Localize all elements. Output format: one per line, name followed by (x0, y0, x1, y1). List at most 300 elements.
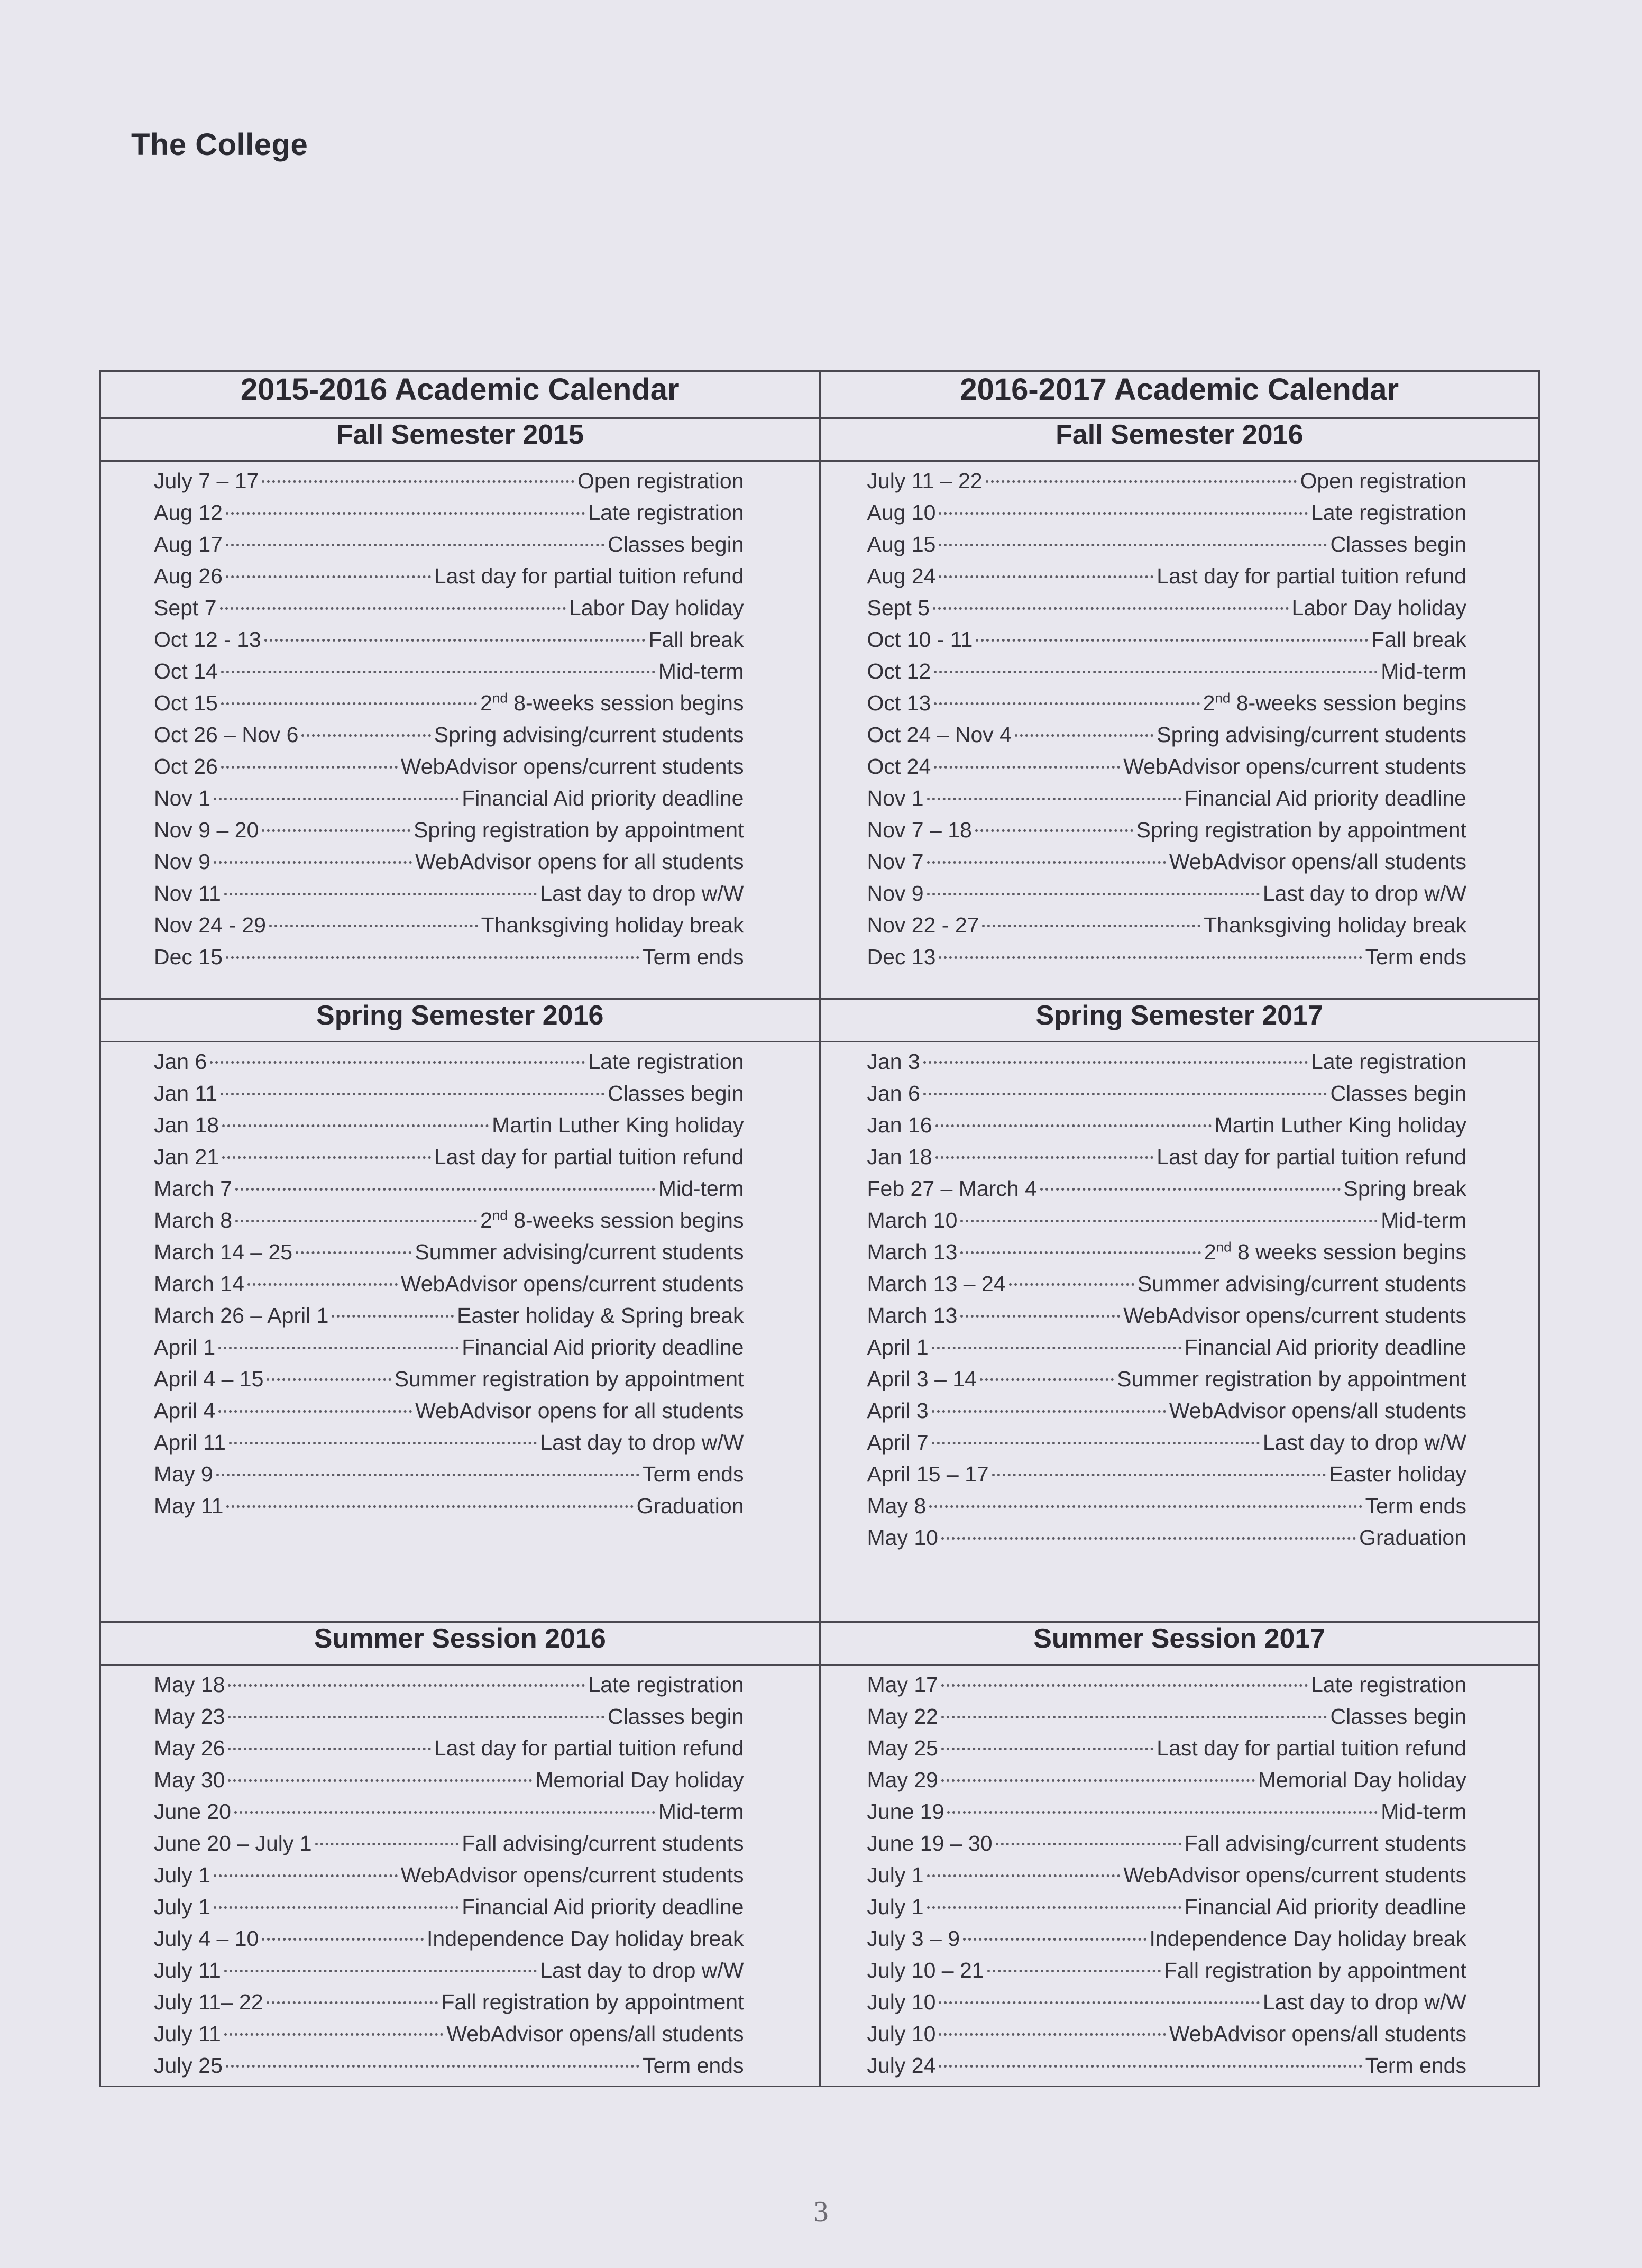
event-list-fall-2015 (100, 461, 820, 999)
event-date: May 11 (154, 1494, 224, 1518)
event-date: April 1 (867, 1335, 929, 1359)
dot-leader (269, 925, 478, 927)
calendar-event-row (867, 1109, 1467, 1141)
calendar-event-row (154, 1077, 744, 1109)
event-date: Sept 7 (154, 596, 217, 620)
event-date: Nov 22 - 27 (867, 913, 979, 937)
event-date: March 7 (154, 1176, 233, 1201)
dot-leader (228, 1748, 430, 1750)
dot-leader (941, 1748, 1153, 1750)
event-text: Last day for partial tuition refund (434, 564, 744, 588)
event-date: July 4 – 10 (154, 1926, 259, 1951)
calendar-event-row (154, 1954, 744, 1986)
calendar-title-2016-2017: 2016-2017 Academic Calendar (820, 371, 1539, 418)
event-description (1381, 1204, 1466, 1236)
dot-leader (222, 1124, 489, 1127)
calendar-event-row (867, 782, 1467, 814)
dot-leader (987, 1970, 1161, 1972)
event-text: Classes begin (607, 532, 744, 556)
event-description (481, 909, 744, 941)
event-description (415, 846, 744, 877)
calendar-event-row (154, 528, 744, 560)
event-description (401, 751, 744, 782)
event-date: July 10 (867, 1990, 936, 2014)
event-date: Aug 26 (154, 564, 223, 588)
dot-leader (939, 2033, 1166, 2036)
event-date: March 14 – 25 (154, 1240, 293, 1264)
dot-leader (220, 607, 566, 610)
calendar-event-row (867, 560, 1467, 592)
dot-leader (218, 1347, 458, 1349)
dot-leader (986, 480, 1297, 483)
ordinal-suffix: nd (1216, 1239, 1232, 1255)
event-description (1330, 1700, 1466, 1732)
ordinal-number: 2 (1203, 691, 1215, 715)
event-text: Classes begin (1330, 532, 1466, 556)
event-description (1204, 1236, 1466, 1268)
calendar-event-row (867, 1046, 1467, 1077)
calendar-event-row (867, 465, 1467, 497)
dot-leader (221, 702, 477, 705)
event-date: Oct 12 - 13 (154, 627, 261, 652)
calendar-event-row (154, 465, 744, 497)
calendar-event-row (154, 1859, 744, 1891)
event-date: July 11 – 22 (867, 469, 983, 493)
calendar-event-row (154, 1395, 744, 1426)
event-text: Independence Day holiday break (427, 1926, 744, 1951)
event-description (1185, 1331, 1466, 1363)
dot-leader (226, 956, 639, 959)
event-date: Jan 11 (154, 1081, 218, 1105)
event-text: Mid-term (658, 1799, 744, 1824)
event-text: Mid-term (658, 659, 744, 683)
dot-leader (224, 2033, 443, 2036)
event-description (434, 719, 744, 751)
dot-leader (224, 893, 537, 895)
event-text: Last day for partial tuition refund (1157, 1145, 1466, 1169)
calendar-event-row (154, 941, 744, 973)
section-title: The College (131, 127, 308, 162)
calendar-event-row (154, 719, 744, 751)
dot-leader (214, 1874, 398, 1877)
dot-leader (214, 1906, 458, 1909)
dot-leader (960, 1220, 1378, 1222)
dot-leader (939, 2065, 1362, 2068)
event-description (462, 1331, 744, 1363)
dot-leader (927, 798, 1181, 800)
event-text: Classes begin (1330, 1081, 1466, 1105)
semester-title-fall-2016: Fall Semester 2016 (820, 418, 1539, 461)
calendar-event-row (867, 1331, 1467, 1363)
calendar-event-row (154, 1173, 744, 1204)
dot-leader (982, 925, 1200, 927)
event-text: WebAdvisor opens/current students (400, 1272, 744, 1296)
event-description (643, 2050, 744, 2081)
event-date: July 1 (867, 1863, 924, 1887)
event-text: Term ends (1365, 945, 1466, 969)
event-date: Jan 21 (154, 1145, 219, 1169)
event-description (1371, 624, 1466, 655)
event-description (1185, 782, 1466, 814)
calendar-event-row (867, 909, 1467, 941)
event-date: May 22 (867, 1704, 938, 1729)
calendar-event-row (867, 846, 1467, 877)
event-description (427, 1923, 744, 1954)
event-text: Open registration (1300, 469, 1466, 493)
event-description (608, 1077, 744, 1109)
dot-leader (960, 1315, 1120, 1318)
event-text: Spring registration by appointment (414, 818, 744, 842)
event-text: WebAdvisor opens/current students (1123, 754, 1466, 779)
event-text: Fall registration by appointment (441, 1990, 744, 2014)
calendar-event-row (867, 592, 1467, 624)
event-description (492, 1109, 744, 1141)
event-date: Oct 15 (154, 691, 218, 715)
event-date: April 1 (154, 1335, 216, 1359)
event-description (588, 1669, 744, 1700)
event-description (434, 1732, 744, 1764)
event-date: Jan 18 (154, 1113, 219, 1137)
calendar-event-row (867, 1732, 1467, 1764)
event-description (1117, 1363, 1466, 1395)
event-date: June 20 – July 1 (154, 1831, 312, 1855)
calendar-event-row (867, 1669, 1467, 1700)
event-date: April 11 (154, 1430, 226, 1455)
event-date: April 3 (867, 1398, 929, 1423)
dot-leader (934, 702, 1199, 705)
event-text: Thanksgiving holiday break (481, 913, 744, 937)
semester-title-summer-2016: Summer Session 2016 (100, 1622, 820, 1665)
event-date: April 7 (867, 1430, 929, 1455)
event-date: July 10 (867, 2022, 936, 2046)
calendar-event-row (867, 1891, 1467, 1923)
event-description (1330, 528, 1466, 560)
dot-leader (229, 1442, 537, 1444)
event-date: April 4 – 15 (154, 1367, 264, 1391)
calendar-event-row (154, 1141, 744, 1173)
calendar-event-row (154, 624, 744, 655)
event-date: March 13 – 24 (867, 1272, 1006, 1296)
semester-title-summer-2017: Summer Session 2017 (820, 1622, 1539, 1665)
event-date: Oct 13 (867, 691, 931, 715)
dot-leader (934, 766, 1120, 769)
dot-leader (1040, 1188, 1341, 1191)
calendar-event-row (154, 846, 744, 877)
event-description (1381, 1796, 1466, 1827)
event-text: Term ends (643, 2053, 744, 2078)
dot-leader (935, 1124, 1212, 1127)
calendar-event-row (867, 1986, 1467, 2018)
event-description (395, 1363, 744, 1395)
dot-leader (221, 766, 398, 769)
event-date: March 13 (867, 1303, 958, 1328)
event-date: Oct 12 (867, 659, 931, 683)
event-date: Oct 24 – Nov 4 (867, 723, 1012, 747)
event-text: Spring break (1343, 1176, 1466, 1201)
event-text: WebAdvisor opens/all students (446, 2022, 744, 2046)
event-description (1157, 1141, 1466, 1173)
calendar-event-row (154, 1700, 744, 1732)
event-date: May 9 (154, 1462, 213, 1486)
event-date: May 26 (154, 1736, 225, 1760)
event-date: June 20 (154, 1799, 231, 1824)
dot-leader (262, 829, 410, 832)
calendar-event-row (154, 1236, 744, 1268)
dot-leader (939, 512, 1308, 515)
event-text: Summer registration by appointment (1117, 1367, 1466, 1391)
calendar-event-row (154, 782, 744, 814)
calendar-event-row (154, 751, 744, 782)
calendar-event-row (154, 909, 744, 941)
event-description (1185, 1827, 1466, 1859)
event-description (462, 1891, 744, 1923)
event-date: Nov 24 - 29 (154, 913, 266, 937)
event-description (658, 655, 744, 687)
event-description (1204, 909, 1466, 941)
event-description (1300, 465, 1466, 497)
event-date: May 25 (867, 1736, 938, 1760)
dot-leader (221, 671, 655, 673)
dot-leader (941, 1537, 1356, 1540)
event-date: Oct 14 (154, 659, 218, 683)
event-date: Feb 27 – March 4 (867, 1176, 1037, 1201)
event-text: Term ends (643, 945, 744, 969)
event-text: Late registration (588, 1049, 744, 1074)
event-text: Last day to drop w/W (1262, 881, 1466, 906)
event-text: Fall break (648, 627, 744, 652)
dot-leader (927, 893, 1260, 895)
calendar-event-row (867, 1268, 1467, 1300)
event-date: May 10 (867, 1525, 938, 1550)
event-description (608, 528, 744, 560)
ordinal-suffix: nd (492, 1207, 508, 1223)
dot-leader (927, 1874, 1121, 1877)
event-date: Oct 10 - 11 (867, 627, 973, 652)
calendar-event-row (154, 655, 744, 687)
calendar-event-row (154, 1426, 744, 1458)
dot-leader (927, 1906, 1181, 1909)
calendar-event-row (867, 2018, 1467, 2050)
event-description (446, 2018, 744, 2050)
event-text: Mid-term (1381, 1799, 1466, 1824)
event-text: Summer registration by appointment (394, 1367, 744, 1391)
event-text: Last day to drop w/W (1262, 1430, 1466, 1455)
event-text: WebAdvisor opens/all students (1169, 1398, 1466, 1423)
semester-title-spring-2017: Spring Semester 2017 (820, 999, 1539, 1042)
event-text: Independence Day holiday break (1149, 1926, 1466, 1951)
event-description (1292, 592, 1466, 624)
event-description (1157, 560, 1466, 592)
event-list-spring-2017 (820, 1042, 1539, 1622)
event-date: July 24 (867, 2053, 936, 2078)
event-text: Classes begin (607, 1704, 744, 1729)
event-date: Sept 5 (867, 596, 930, 620)
calendar-event-row (154, 1046, 744, 1077)
dot-leader (301, 734, 430, 737)
event-text: WebAdvisor opens/all students (1169, 2022, 1466, 2046)
event-description (462, 1827, 744, 1859)
calendar-event-row (154, 1827, 744, 1859)
dot-leader (315, 1843, 459, 1845)
event-date: July 11 (154, 2022, 221, 2046)
dot-leader (932, 1410, 1166, 1413)
calendar-event-row (154, 877, 744, 909)
event-text: Spring advising/current students (434, 723, 744, 747)
event-text: Fall advising/current students (462, 1831, 744, 1855)
event-date: July 11 (154, 1958, 221, 1982)
dot-leader (228, 1779, 532, 1782)
event-description (1157, 1732, 1466, 1764)
event-date: Nov 9 (154, 849, 211, 874)
event-description (401, 1859, 744, 1891)
event-text: Spring registration by appointment (1136, 818, 1466, 842)
calendar-event-row (867, 1458, 1467, 1490)
calendar-event-row (154, 1891, 744, 1923)
ordinal-suffix: nd (1215, 690, 1231, 706)
calendar-event-row (867, 1827, 1467, 1859)
event-date: June 19 (867, 1799, 944, 1824)
calendar-event-row (154, 1363, 744, 1395)
dot-leader (247, 1283, 398, 1286)
event-description (577, 465, 744, 497)
event-date: Aug 10 (867, 500, 936, 525)
event-text: Classes begin (1330, 1704, 1466, 1729)
dot-leader (934, 671, 1378, 673)
dot-leader (228, 1716, 604, 1718)
event-text: Classes begin (607, 1081, 744, 1105)
dot-leader (963, 1938, 1146, 1941)
calendar-event-row (154, 1986, 744, 2018)
event-description (434, 1141, 744, 1173)
dot-leader (234, 1811, 655, 1814)
dot-leader (941, 1779, 1255, 1782)
event-description (1330, 1077, 1466, 1109)
calendar-event-row (154, 497, 744, 528)
event-text: Financial Aid priority deadline (462, 1895, 744, 1919)
dot-leader (941, 1716, 1327, 1718)
event-date: Nov 11 (154, 881, 221, 906)
calendar-event-row (867, 1923, 1467, 1954)
dot-leader (1009, 1283, 1134, 1286)
event-date: July 1 (154, 1863, 211, 1887)
event-description (648, 624, 744, 655)
event-description (1263, 1426, 1466, 1458)
event-date: April 15 – 17 (867, 1462, 989, 1486)
dot-leader (935, 1156, 1154, 1159)
event-description (643, 1458, 744, 1490)
event-text: Fall advising/current students (1184, 1831, 1466, 1855)
event-description (1169, 846, 1466, 877)
event-date: Nov 7 – 18 (867, 818, 972, 842)
event-text: Thanksgiving holiday break (1204, 913, 1466, 937)
event-description (1344, 1173, 1466, 1204)
dot-leader (221, 1093, 604, 1095)
event-description (1123, 1859, 1466, 1891)
dot-leader (939, 544, 1327, 546)
semester-title-spring-2016: Spring Semester 2016 (100, 999, 820, 1042)
dot-leader (933, 607, 1288, 610)
event-list-fall-2016 (820, 461, 1539, 999)
calendar-event-row (154, 2050, 744, 2081)
calendar-event-row (867, 1490, 1467, 1522)
event-text: Last day to drop w/W (540, 1958, 744, 1982)
dot-leader (226, 544, 604, 546)
event-date: July 11– 22 (154, 1990, 263, 2014)
event-date: March 10 (867, 1208, 958, 1232)
event-date: Jan 16 (867, 1113, 932, 1137)
event-text: Easter holiday (1329, 1462, 1466, 1486)
calendar-event-row (154, 1458, 744, 1490)
event-date: July 7 – 17 (154, 469, 259, 493)
event-text: Mid-term (1381, 659, 1466, 683)
dot-leader (976, 639, 1368, 642)
event-text: Open registration (577, 469, 744, 493)
calendar-event-row (867, 1954, 1467, 1986)
calendar-event-row (867, 1796, 1467, 1827)
event-date: July 3 – 9 (867, 1926, 960, 1951)
calendar-event-row (867, 719, 1467, 751)
ordinal-number: 2 (480, 691, 492, 715)
event-date: March 13 (867, 1240, 958, 1264)
event-description (1123, 751, 1466, 782)
ordinal-number: 2 (480, 1208, 492, 1232)
event-text: Last day for partial tuition refund (1157, 564, 1466, 588)
dot-leader (996, 1843, 1181, 1845)
event-date: May 18 (154, 1672, 225, 1697)
calendar-event-row (154, 1331, 744, 1363)
event-list-spring-2016 (100, 1042, 820, 1622)
dot-leader (932, 1347, 1181, 1349)
calendar-event-row (867, 751, 1467, 782)
event-date: Dec 13 (867, 945, 936, 969)
calendar-event-row (154, 1268, 744, 1300)
dot-leader (296, 1251, 411, 1254)
event-text: Labor Day holiday (1291, 596, 1466, 620)
calendar-event-row (154, 1109, 744, 1141)
event-description (569, 592, 744, 624)
event-date: May 8 (867, 1494, 927, 1518)
dot-leader (267, 2001, 438, 2004)
event-description (1311, 1669, 1466, 1700)
event-description (1150, 1923, 1467, 1954)
dot-leader (947, 1811, 1378, 1814)
event-text: Term ends (1365, 2053, 1466, 2078)
event-description (588, 1046, 744, 1077)
event-description (658, 1796, 744, 1827)
calendar-event-row (867, 1426, 1467, 1458)
event-description (480, 1204, 744, 1236)
dot-leader (1015, 734, 1153, 737)
dot-leader (941, 1684, 1308, 1687)
dot-leader (939, 575, 1153, 578)
event-description (643, 941, 744, 973)
event-date: Dec 15 (154, 945, 223, 969)
event-text: WebAdvisor opens for all students (415, 1398, 744, 1423)
event-text: 8-weeks session begins (513, 691, 744, 715)
event-text: Term ends (643, 1462, 744, 1486)
event-date: Aug 15 (867, 532, 936, 556)
event-text: Last day to drop w/W (540, 1430, 744, 1455)
event-text: Mid-term (658, 1176, 744, 1201)
event-date: Aug 24 (867, 564, 936, 588)
calendar-event-row (867, 1700, 1467, 1732)
dot-leader (932, 1442, 1260, 1444)
calendar-event-row (867, 655, 1467, 687)
event-text: WebAdvisor opens/current students (400, 754, 744, 779)
dot-leader (980, 1378, 1114, 1381)
event-date: Oct 26 (154, 754, 218, 779)
event-text: Graduation (1359, 1525, 1466, 1550)
